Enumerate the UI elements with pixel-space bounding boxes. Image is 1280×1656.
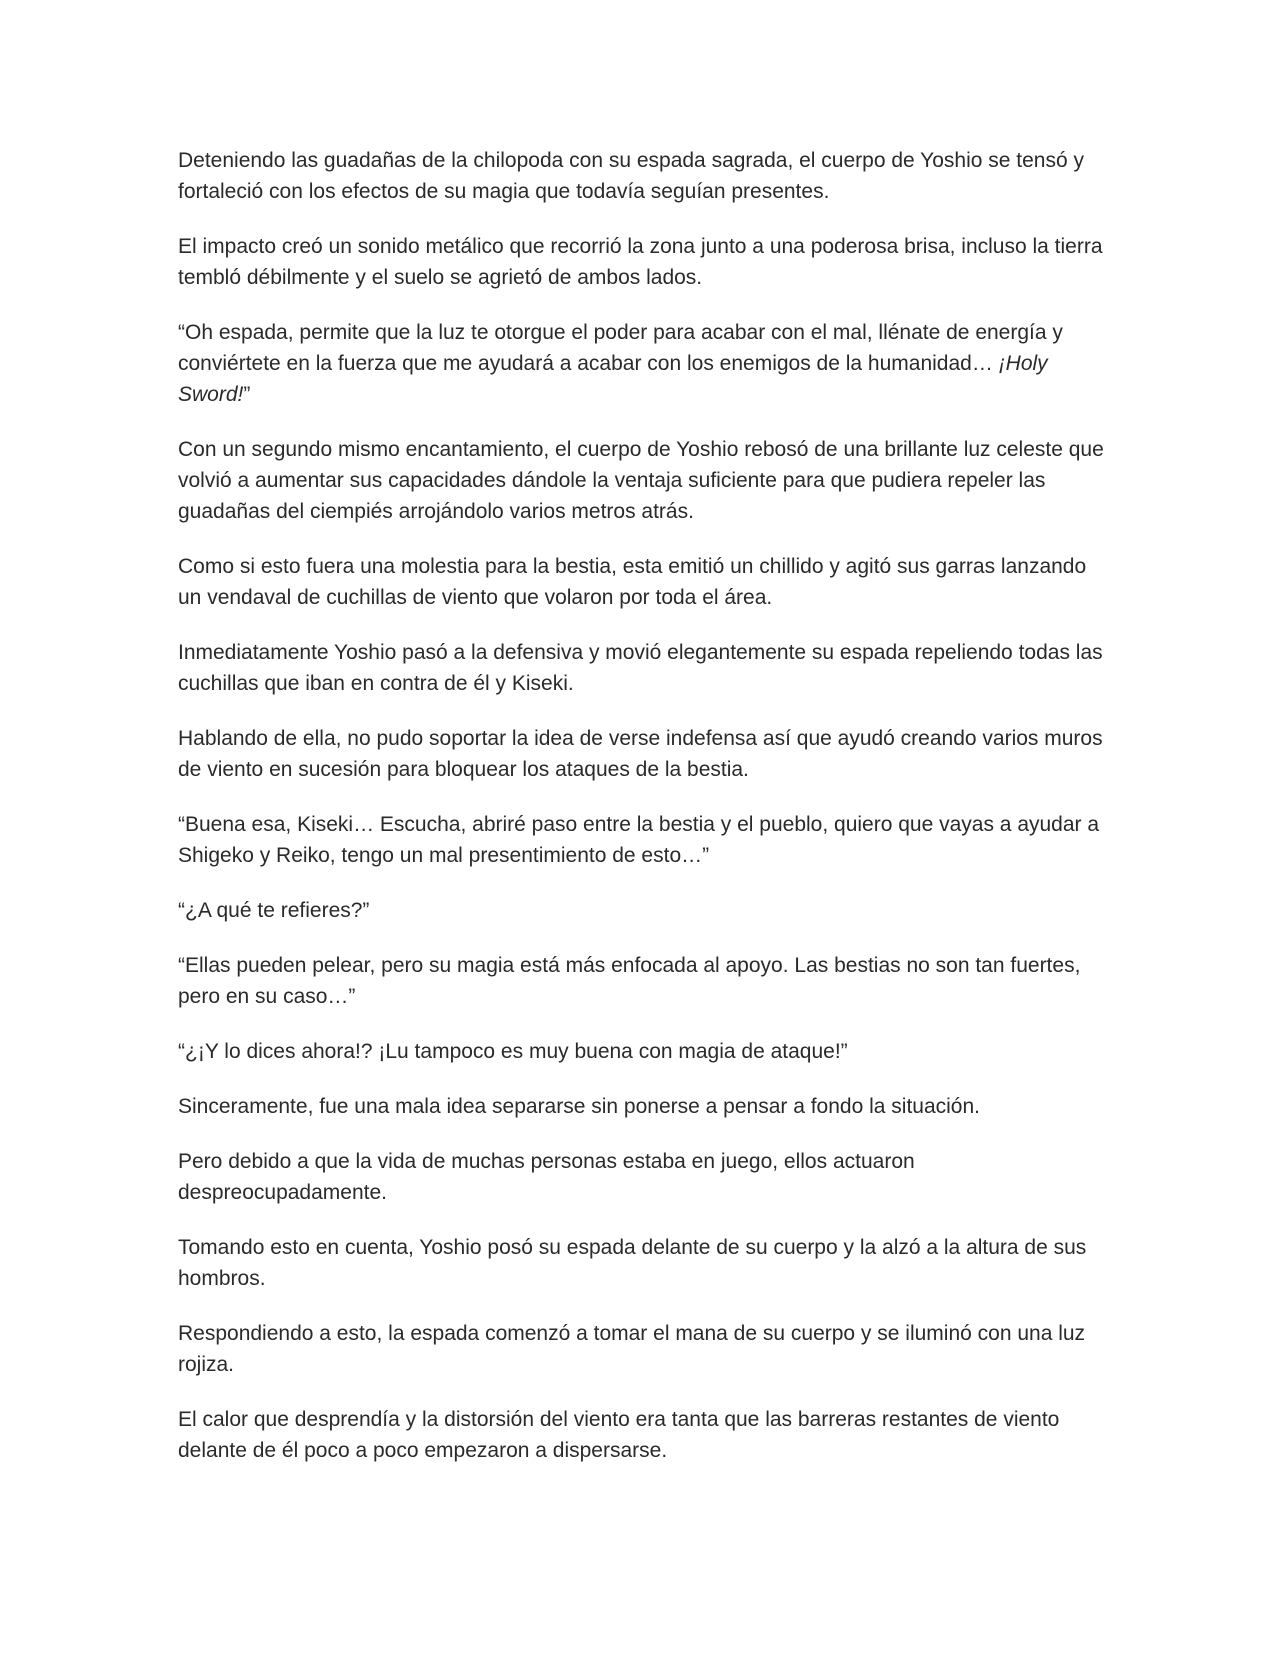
paragraph-6: Inmediatamente Yoshio pasó a la defensiva y movió elegantemente su espada repeliendo todas las cuchillas que iban en contra de él y Kiseki.	[178, 641, 1103, 695]
paragraph-2: El impacto creó un sonido metálico que recorrió la zona junto a una poderosa brisa, incluso la tierra tembló débilmente y el suelo se agrietó de ambos lados.	[178, 235, 1103, 289]
paragraph-11: “¿¡Y lo dices ahora!? ¡Lu tampoco es muy buena con magia de ataque!”	[178, 1040, 848, 1063]
paragraph-13: Pero debido a que la vida de muchas personas estaba en juego, ellos actuaron despreocupadamente.	[178, 1150, 915, 1204]
paragraph-9: “¿A qué te refieres?”	[178, 899, 370, 922]
paragraph-1: Deteniendo las guadañas de la chilopoda con su espada sagrada, el cuerpo de Yoshio se tensó y fortaleció con los efectos de su magia que todavía seguían presentes.	[178, 149, 1085, 203]
paragraph-5: Como si esto fuera una molestia para la bestia, esta emitió un chillido y agitó sus garras lanzando un vendaval de cuchillas de viento que volaron por toda el área.	[178, 555, 1087, 609]
spell-name: ¡Holy Sword!	[178, 352, 1048, 406]
paragraph-10: “Ellas pueden pelear, pero su magia está más enfocada al apoyo. Las bestias no son tan fuertes, pero en su caso…”	[178, 954, 1081, 1008]
spell-close-quote: ”	[243, 383, 251, 406]
paragraph-7: Hablando de ella, no pudo soportar la idea de verse indefensa así que ayudó creando varios muros de viento en sucesión para bloquear los ataques de la bestia.	[178, 727, 1103, 781]
paragraph-16: El calor que desprendía y la distorsión del viento era tanta que las barreras restantes de viento delante de él poco a poco empezaron a dispersarse.	[178, 1408, 1060, 1462]
paragraph-4: Con un segundo mismo encantamiento, el cuerpo de Yoshio rebosó de una brillante luz celeste que volvió a aumentar sus capacidades dándole la ventaja suficiente para que pudiera repeler las guadañas del ciempiés arrojándolo varios metros atrás.	[178, 438, 1104, 523]
document-body	[178, 145, 1104, 1490]
paragraph-8: “Buena esa, Kiseki… Escucha, abriré paso entre la bestia y el pueblo, quiero que vayas a ayudar a Shigeko y Reiko, tengo un mal presentimiento de esto…”	[178, 813, 1100, 867]
paragraph-3	[178, 317, 1104, 410]
paragraph-14: Tomando esto en cuenta, Yoshio posó su espada delante de su cuerpo y la alzó a la altura de sus hombros.	[178, 1236, 1087, 1290]
paragraph-12: Sinceramente, fue una mala idea separarse sin ponerse a pensar a fondo la situación.	[178, 1095, 980, 1118]
spell-dialogue: “Oh espada, permite que la luz te otorgue el poder para acabar con el mal, llénate de energía y conviértete en la fuerza que me ayudará a acabar con los enemigos de la humanidad…	[178, 321, 1063, 375]
paragraph-15: Respondiendo a esto, la espada comenzó a tomar el mana de su cuerpo y se iluminó con una luz rojiza.	[178, 1322, 1086, 1376]
